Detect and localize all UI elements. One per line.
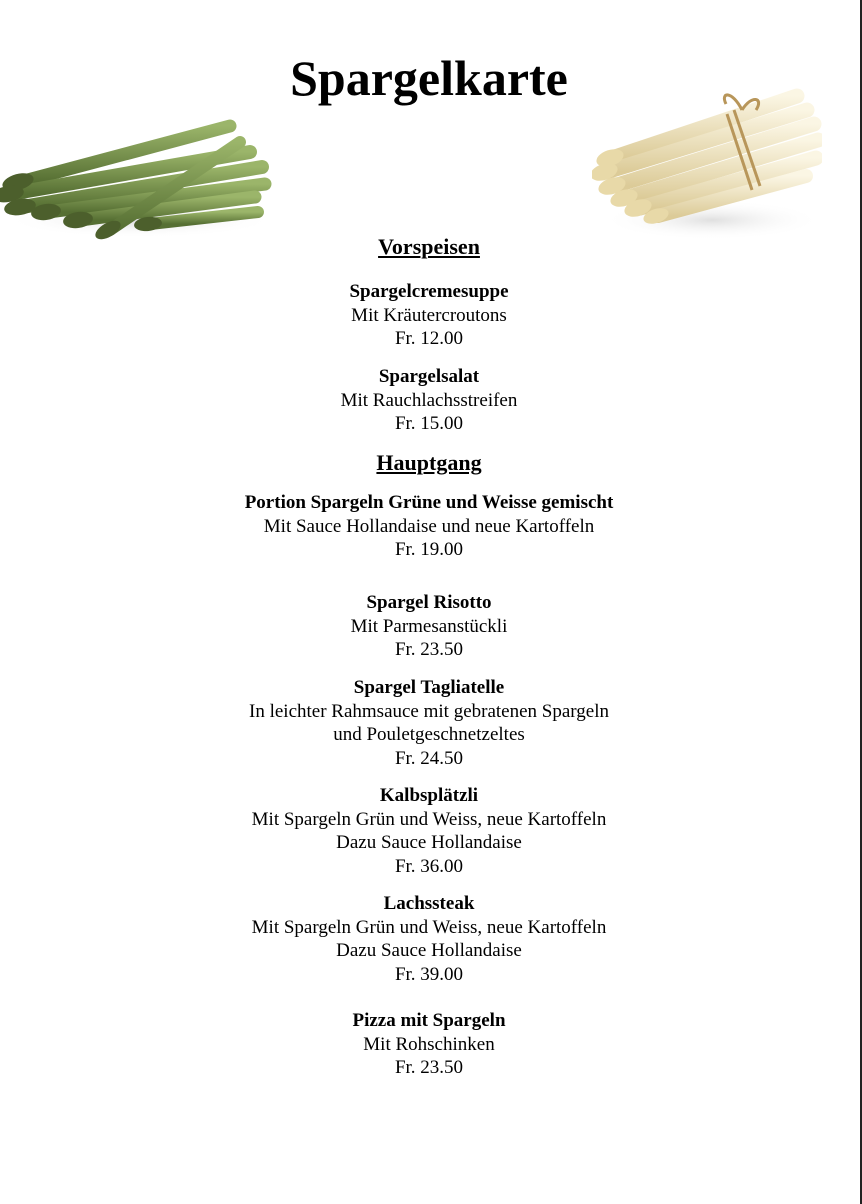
menu-item [0,1009,858,1080]
dish-name: Spargel Tagliatelle [353,677,505,698]
menu-item [0,591,858,662]
dish-description: Mit Parmesanstückli [350,615,508,637]
dish-name: Spargel Risotto [366,592,492,613]
page-title: Spargelkarte [290,50,568,106]
green-asparagus-image [0,112,272,240]
dish-name: Spargelcremesuppe [349,281,509,302]
dish-description: Mit Kräutercroutons [351,304,507,326]
dish-description: und Pouletgeschnetzeltes [333,724,525,745]
dish-price: Fr. 24.50 [394,747,464,769]
dish-name: Portion Spargeln Grüne und Weisse gemischt [244,492,614,513]
dish-description: Mit Spargeln Grün und Weiss, neue Kartoffeln [251,916,607,938]
dish-price: Fr. 39.00 [394,963,464,985]
dish-name: Spargelsalat [378,366,480,387]
dish-description: Mit Sauce Hollandaise und neue Kartoffeln [263,515,595,537]
menu-item [0,365,858,436]
menu-item [0,892,858,986]
menu-item [0,676,858,770]
section-heading-vorspeisen: Vorspeisen [378,234,480,259]
dish-price: Fr. 23.50 [394,1057,464,1078]
dish-price: Fr. 23.50 [394,639,464,660]
white-asparagus-image [592,80,822,242]
dish-name: Pizza mit Spargeln [352,1010,506,1031]
menu-item [0,280,858,351]
dish-price: Fr. 36.00 [394,855,464,877]
dish-description: Mit Spargeln Grün und Weiss, neue Kartoffeln [251,808,607,830]
menu-item [0,784,858,878]
dish-price: Fr. 15.00 [394,413,464,434]
section-heading-hauptgang: Hauptgang [376,450,482,475]
dish-price: Fr. 19.00 [394,539,464,560]
dish-name: Lachssteak [383,893,475,914]
dish-description: In leichter Rahmsauce mit gebratenen Spargeln [249,700,609,722]
dish-description: Dazu Sauce Hollandaise [336,832,522,853]
dish-description: Mit Rauchlachsstreifen [340,389,518,411]
menu-item [0,491,858,562]
dish-description: Mit Rohschinken [363,1033,495,1055]
dish-name: Kalbsplätzli [379,785,479,806]
dish-price: Fr. 12.00 [394,328,464,349]
dish-description: Dazu Sauce Hollandaise [336,940,522,961]
